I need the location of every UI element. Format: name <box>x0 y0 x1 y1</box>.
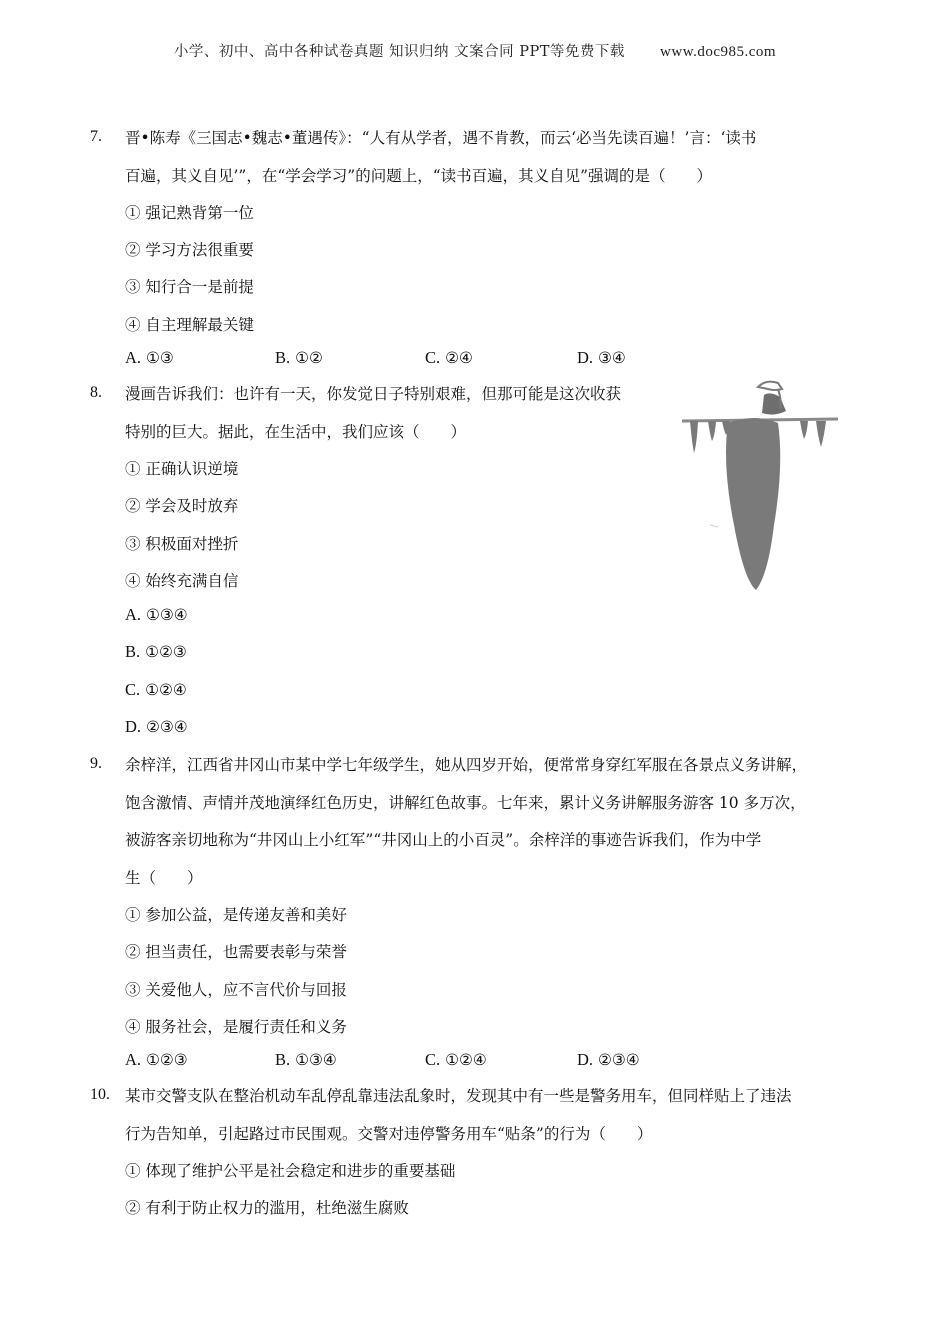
answer-choices <box>125 348 725 370</box>
choice-value: ①②③ <box>145 1051 188 1069</box>
page-header <box>0 40 950 61</box>
choice-value: ①②③ <box>145 643 187 661</box>
choice-a[interactable] <box>125 348 174 368</box>
choice-value: ③④ <box>597 349 626 367</box>
stem-line: 饱含激情、声情并茂地演绎红色历史，讲解红色故事。七年来，累计义务讲解服务游客 10 多万次， <box>125 793 806 812</box>
choice-label: D. <box>577 1050 594 1069</box>
choice-value: ①②④ <box>145 681 187 699</box>
choice-a[interactable] <box>125 1050 188 1070</box>
choice-value: ①③④ <box>295 1051 337 1069</box>
statement-option: ② 学会及时放弃 <box>125 497 239 515</box>
question-number: 8. <box>90 384 102 401</box>
choice-label: A. <box>125 348 142 367</box>
stem-line: 被游客亲切地称为“井冈山上小红军”“井冈山上的小百灵”。余梓洋的事迹告诉我们，作为中学 <box>125 831 762 849</box>
statement-option: ② 有利于防止权力的滥用，杜绝滋生腐败 <box>125 1199 409 1217</box>
stem-line: 特别的巨大。据此，在生活中，我们应该（ ） <box>125 422 467 441</box>
question-stem <box>125 1078 860 1153</box>
stem-line: 百遍，其义自见’”，在“学会学习”的问题上，“读书百遍，其义自见”强调的是（ ） <box>125 166 713 185</box>
choice-d[interactable] <box>577 348 626 368</box>
choice-b[interactable] <box>275 348 323 368</box>
statement-option: ③ 积极面对挫折 <box>125 535 239 553</box>
choice-value: ①③④ <box>145 606 188 624</box>
choice-value: ①②④ <box>445 1051 487 1069</box>
stem-line: 行为告知单，引起路过市民围观。交警对违停警务用车“贴条”的行为（ ） <box>125 1124 653 1143</box>
choice-a[interactable] <box>125 605 188 625</box>
choice-value: ②③④ <box>145 718 188 736</box>
question-number: 7. <box>90 128 102 145</box>
choice-value: ②④ <box>445 349 473 367</box>
choice-c[interactable] <box>425 1050 487 1070</box>
stem-line: 生（ ） <box>125 868 203 887</box>
choice-label: D. <box>125 717 142 736</box>
carrot-cartoon-image <box>670 375 850 600</box>
choice-label: D. <box>577 348 594 367</box>
choice-label: B. <box>125 642 141 661</box>
question-number: 10. <box>90 1086 110 1103</box>
choice-label: A. <box>125 1050 142 1069</box>
choice-d[interactable] <box>125 717 188 737</box>
statement-option: ③ 关爱他人，应不言代价与回报 <box>125 981 347 999</box>
choice-value: ②③④ <box>597 1051 640 1069</box>
choice-b[interactable] <box>125 642 187 662</box>
statement-option: ① 体现了维护公平是社会稳定和进步的重要基础 <box>125 1162 456 1180</box>
answer-choices <box>125 1050 725 1072</box>
statement-option: ④ 服务社会，是履行责任和义务 <box>125 1018 347 1036</box>
choice-value: ①② <box>295 349 323 367</box>
choice-label: C. <box>425 1050 441 1069</box>
choice-c[interactable] <box>425 348 473 368</box>
choice-b[interactable] <box>275 1050 337 1070</box>
statement-option: ③ 知行合一是前提 <box>125 278 254 296</box>
choice-d[interactable] <box>577 1050 640 1070</box>
statement-option: ① 正确认识逆境 <box>125 460 239 478</box>
choice-label: B. <box>275 348 291 367</box>
statement-option: ② 学习方法很重要 <box>125 241 254 259</box>
choice-label: A. <box>125 605 142 624</box>
header-text: 小学、初中、高中各种试卷真题 知识归纳 文案合同 PPT等免费下载 <box>173 44 625 60</box>
header-site: www.doc985.com <box>660 44 777 60</box>
stem-line: 漫画告诉我们：也许有一天，你发觉日子特别艰难，但那可能是这次收获 <box>125 385 622 403</box>
choice-c[interactable] <box>125 680 187 700</box>
question-stem <box>125 747 860 897</box>
choice-value: ①③ <box>145 349 174 367</box>
question-stem <box>125 376 685 451</box>
question-stem <box>125 120 860 195</box>
stem-line: 某市交警支队在整治机动车乱停乱靠违法乱象时，发现其中有一些是警务用车，但同样贴上了违法 <box>125 1087 792 1105</box>
statement-option: ④ 自主理解最关键 <box>125 316 254 334</box>
statement-option: ① 强记熟背第一位 <box>125 204 254 222</box>
statement-option: ① 参加公益，是传递友善和美好 <box>125 906 347 924</box>
choice-label: C. <box>425 348 441 367</box>
statement-option: ② 担当责任，也需要表彰与荣誉 <box>125 943 347 961</box>
stem-line: 余梓洋，江西省井冈山市某中学七年级学生，她从四岁开始，便常常身穿红军服在各景点义务讲解， <box>125 756 808 774</box>
statement-option: ④ 始终充满自信 <box>125 572 239 590</box>
question-number: 9. <box>90 755 102 772</box>
stem-line: 晋•陈寿《三国志•魏志•董遇传》：“人有从学者，遇不肯教，而云‘必当先读百遍！’言：‘读书 <box>125 129 757 147</box>
choice-label: B. <box>275 1050 291 1069</box>
choice-label: C. <box>125 680 141 699</box>
